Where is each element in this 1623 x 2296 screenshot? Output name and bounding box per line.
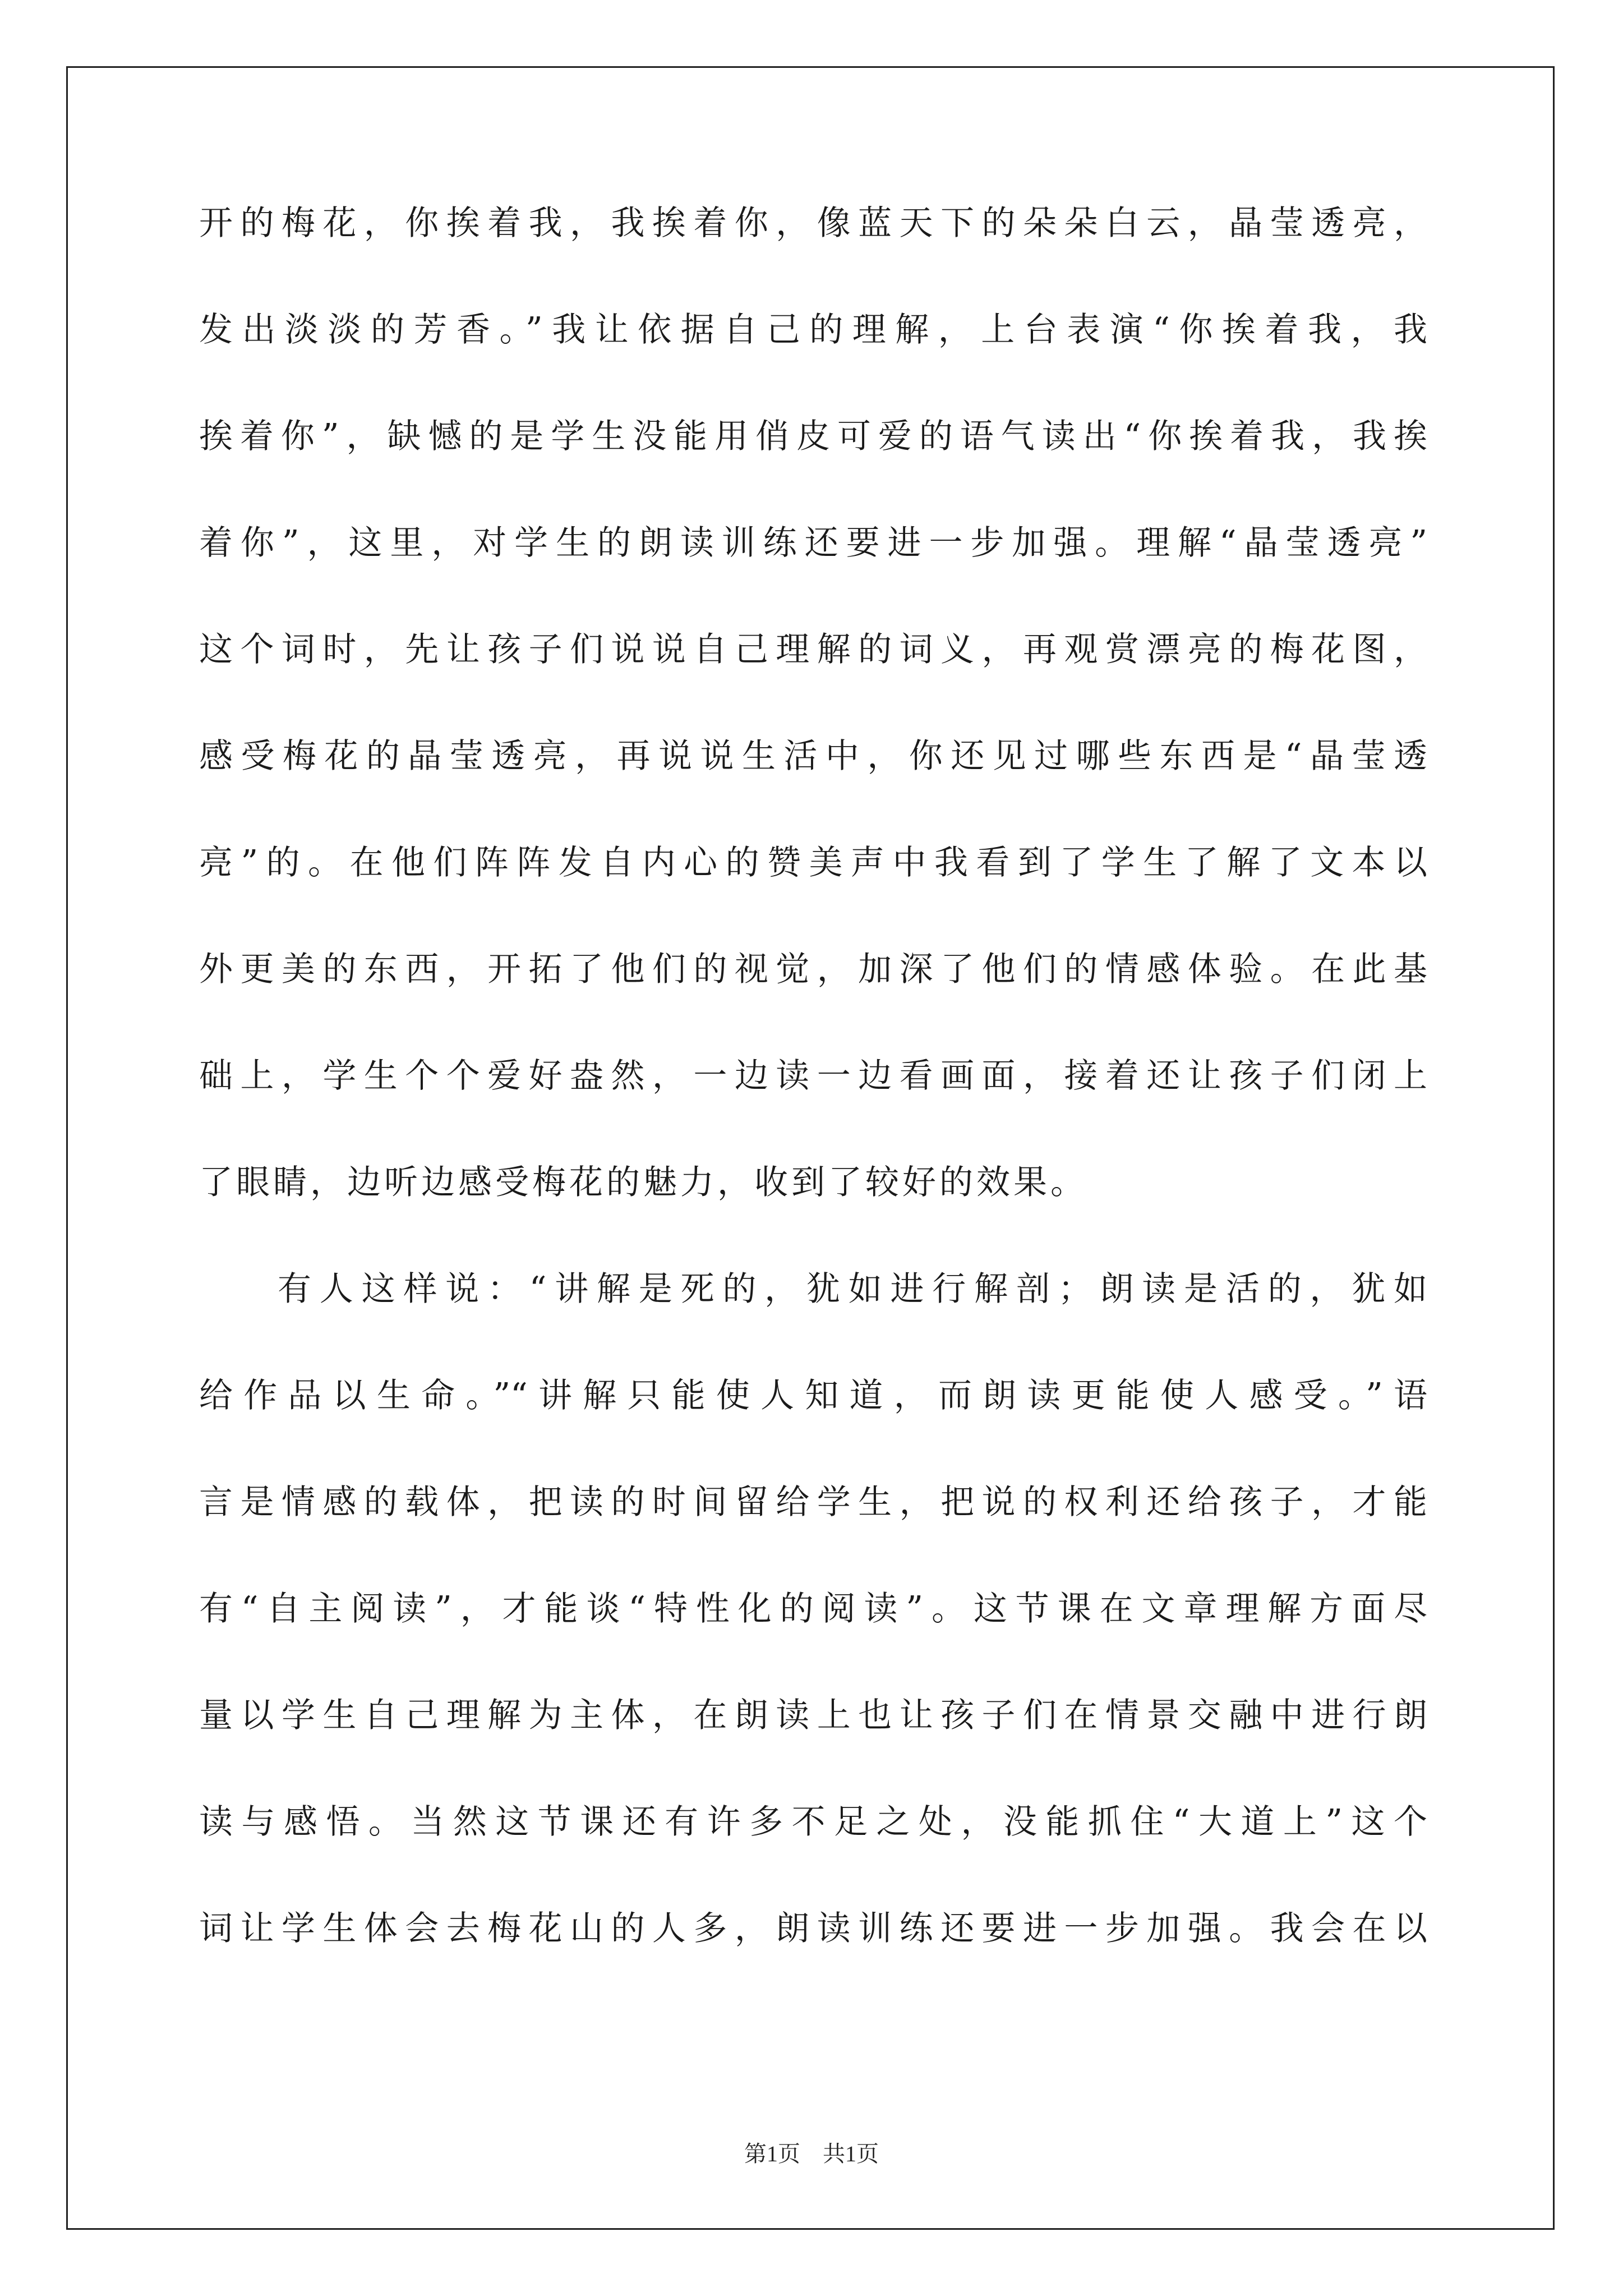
paragraph-line: 感受梅花的晶莹透亮，再说说生活中，你还见过哪些东西是“晶莹透: [199, 737, 1427, 776]
paragraph-line: 读与感悟。当然这节课还有许多不足之处，没能抓住“大道上”这个: [199, 1802, 1427, 1842]
paragraph-line: 外更美的东西，开拓了他们的视觉，加深了他们的情感体验。在此基: [199, 950, 1427, 989]
paragraph-line: 了眼睛，边听边感受梅花的魅力，收到了较好的效果。: [199, 1163, 1087, 1202]
paragraph-line: 给作品以生命。”“讲解只能使人知道，而朗读更能使人感受。”语: [199, 1376, 1427, 1415]
paragraph-line: 开的梅花，你挨着我，我挨着你，像蓝天下的朵朵白云，晶莹透亮，: [199, 204, 1427, 243]
paragraph-line: 础上，学生个个爱好盎然，一边读一边看画面，接着还让孩子们闭上: [199, 1056, 1427, 1096]
document-body: [199, 206, 1427, 2018]
paragraph-line: 量以学生自己理解为主体，在朗读上也让孩子们在情景交融中进行朗: [199, 1696, 1427, 1735]
page-footer: [0, 2142, 1623, 2166]
paragraph-line: 有人这样说：“讲解是死的，犹如进行解剖；朗读是活的，犹如: [278, 1269, 1427, 1309]
paragraph-line: 亮”的。在他们阵阵发自内心的赞美声中我看到了学生了解了文本以: [199, 843, 1427, 882]
paragraph-line: 言是情感的载体，把读的时间留给学生，把说的权利还给孩子，才能: [199, 1483, 1427, 1522]
paragraph-line: 发出淡淡的芳香。”我让依据自己的理解，上台表演“你挨着我，我: [199, 310, 1427, 349]
page-total: 共1页: [823, 2141, 879, 2166]
paragraph-line: 着你”，这里，对学生的朗读训练还要进一步加强。理解“晶莹透亮”: [199, 523, 1427, 563]
paragraph-line: 词让学生体会去梅花山的人多，朗读训练还要进一步加强。我会在以: [199, 1909, 1427, 1948]
paragraph-line: 有“自主阅读”，才能谈“特性化的阅读”。这节课在文章理解方面尽: [199, 1589, 1427, 1628]
page-number: 第1页: [744, 2141, 800, 2166]
paragraph-line: 挨着你”，缺憾的是学生没能用俏皮可爱的语气读出“你挨着我，我挨: [199, 417, 1427, 456]
paragraph-line: 这个词时，先让孩子们说说自己理解的词义，再观赏漂亮的梅花图，: [199, 630, 1427, 669]
